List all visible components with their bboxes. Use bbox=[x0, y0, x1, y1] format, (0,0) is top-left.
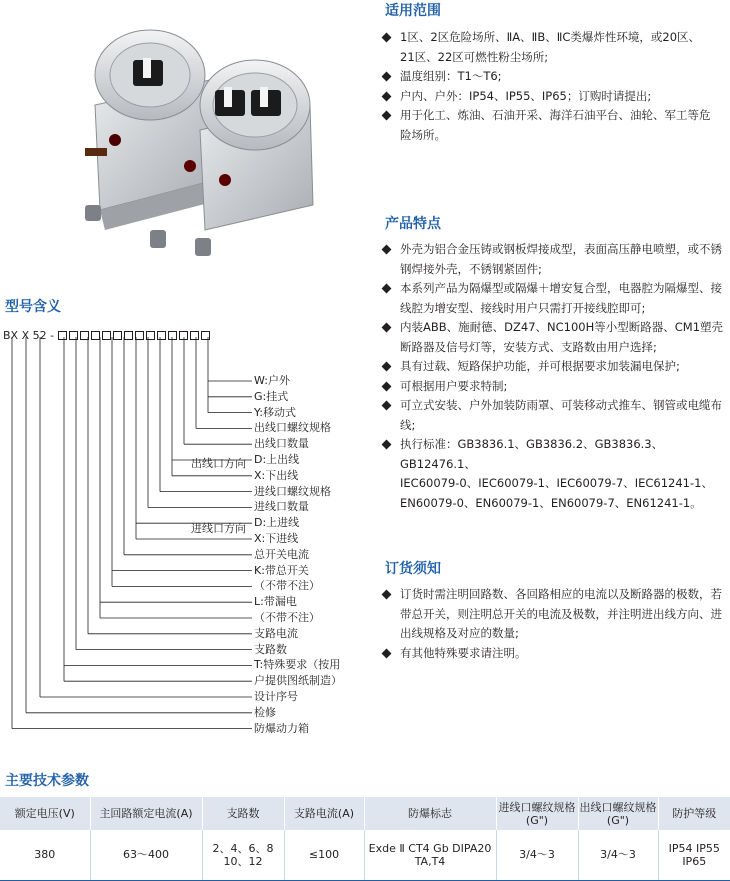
model-tree-label: L:带漏电 bbox=[254, 595, 297, 609]
model-tree-label: T:特殊要求（按用 bbox=[254, 658, 341, 672]
model-tree-label: 进线口螺纹规格 bbox=[254, 484, 331, 498]
model-tree-label: D:上进线 bbox=[254, 516, 300, 530]
table-cell: 3/4～3 bbox=[578, 830, 658, 880]
model-tree-label: 支路数 bbox=[254, 642, 287, 656]
list-item: 外壳为铝合金压铸或钢板焊接成型，表面高压静电喷塑，或不锈 钢焊接外壳，不锈钢紧固件; bbox=[380, 240, 730, 279]
list-item: 本系列产品为隔爆型或隔爆＋增安复合型，电器腔为隔爆型、接 线腔为增安型、接线时用户只需打开接线腔即可; bbox=[380, 279, 730, 318]
list-item: 温度组别：T1～T6; bbox=[380, 67, 730, 87]
model-tree-label: 设计序号 bbox=[254, 690, 298, 703]
model-title: 型号含义 bbox=[5, 299, 61, 315]
ordering-title: 订货须知 bbox=[385, 561, 441, 577]
model-tree-label: 防爆动力箱 bbox=[254, 721, 309, 735]
model-tree-label: 户提供图纸制造） bbox=[254, 674, 342, 688]
table-cell: 63～400 bbox=[90, 830, 202, 880]
list-item: 执行标准：GB3836.1、GB3836.2、GB3836.3、GB12476.1、 IEC60079-0、IEC60079-1、IEC60079-7、IEC61241-1、 EN60079-0、EN60079-1、EN60079-7、EN61241-1。 bbox=[380, 435, 730, 513]
column-header: 支路电流(A) bbox=[284, 797, 364, 830]
scope-title: 适用范围 bbox=[385, 3, 441, 19]
model-tree-label: X:下出线 bbox=[254, 468, 299, 482]
model-tree-label: （不带不注） bbox=[254, 611, 320, 624]
model-tree-label: Y:移动式 bbox=[254, 405, 296, 419]
list-item: 具有过载、短路保护功能，并可根据要求加装漏电保护; bbox=[380, 357, 730, 377]
list-item: 用于化工、炼油、石油开采、海洋石油平台、油轮、军工等危 险场所。 bbox=[380, 106, 730, 145]
table-cell: 2、4、6、8 10、12 bbox=[202, 830, 284, 880]
model-tree-label: D:上出线 bbox=[254, 453, 300, 466]
list-item: 内装ABB、施耐德、DZ47、NC100H等小型断路器、CM1塑壳 断路器及信号灯等，安装方式、支路数由用户选择; bbox=[380, 318, 730, 357]
model-tree-label: X:下进线 bbox=[254, 532, 299, 545]
features-title: 产品特点 bbox=[385, 216, 441, 232]
table-cell: Exde Ⅱ CT4 Gb DIPA20 TA,T4 bbox=[364, 830, 496, 880]
model-tree-label: 进线口数量 bbox=[254, 500, 309, 514]
column-header: 支路数 bbox=[202, 797, 284, 830]
column-header: 主回路额定电流(A) bbox=[90, 797, 202, 830]
product-image bbox=[55, 20, 320, 260]
outlet-direction-label: 出线口方向 bbox=[191, 457, 246, 470]
model-tree-label: （不带不注） bbox=[254, 579, 320, 593]
list-item: 可立式安装、户外加装防雨罩、可装移动式推车、钢管或电缆布 线; bbox=[380, 396, 730, 435]
column-header: 进线口螺纹规格(G") bbox=[496, 797, 578, 830]
model-tree-label: 总开关电流 bbox=[254, 547, 309, 561]
table-cell: 3/4～3 bbox=[496, 830, 578, 880]
model-tree-label: 出线口螺纹规格 bbox=[254, 421, 331, 435]
column-header: 防爆标志 bbox=[364, 797, 496, 830]
specs-title: 主要技术参数 bbox=[5, 773, 89, 789]
specs-table bbox=[0, 797, 730, 881]
list-item: 有其他特殊要求请注明。 bbox=[380, 644, 730, 664]
list-item: 订货时需注明回路数、各回路相应的电流以及断路器的极数，若 带总开关，则注明总开关的电流及极数，并注明进出线方向、进 出线规格及对应的数量; bbox=[380, 585, 730, 644]
column-header: 额定电压(V) bbox=[0, 797, 90, 830]
scope-list bbox=[380, 28, 730, 145]
ordering-list bbox=[380, 585, 730, 663]
list-item: 户内、户外：IP54、IP55、IP65；订购时请提出; bbox=[380, 87, 730, 107]
model-tree-label: W:户外 bbox=[254, 374, 290, 387]
model-tree-label: 检修 bbox=[254, 705, 276, 719]
table-cell: 380 bbox=[0, 830, 90, 880]
table-row bbox=[0, 830, 730, 880]
model-tree-label: 支路电流 bbox=[254, 626, 298, 640]
model-tree-label: 出线口数量 bbox=[254, 437, 309, 451]
list-item: 1区、2区危险场所、ⅡA、ⅡB、ⅡC类爆炸性环境，或20区、 21区、22区可燃性粉尘场所; bbox=[380, 28, 730, 67]
table-cell: ≤100 bbox=[284, 830, 364, 880]
list-item: 可根据用户要求特制; bbox=[380, 377, 730, 397]
inlet-direction-label: 进线口方向 bbox=[191, 522, 246, 535]
model-tree-lines bbox=[0, 335, 260, 735]
model-tree-label: G:挂式 bbox=[254, 389, 289, 403]
model-prefix: BX X 52 - bbox=[3, 329, 55, 342]
column-header: 防护等级 bbox=[658, 797, 730, 830]
table-cell: IP54 IP55 IP65 bbox=[658, 830, 730, 880]
model-tree-label: K:带总开关 bbox=[254, 563, 309, 577]
features-list bbox=[380, 240, 730, 513]
column-header: 出线口螺纹规格(G") bbox=[578, 797, 658, 830]
